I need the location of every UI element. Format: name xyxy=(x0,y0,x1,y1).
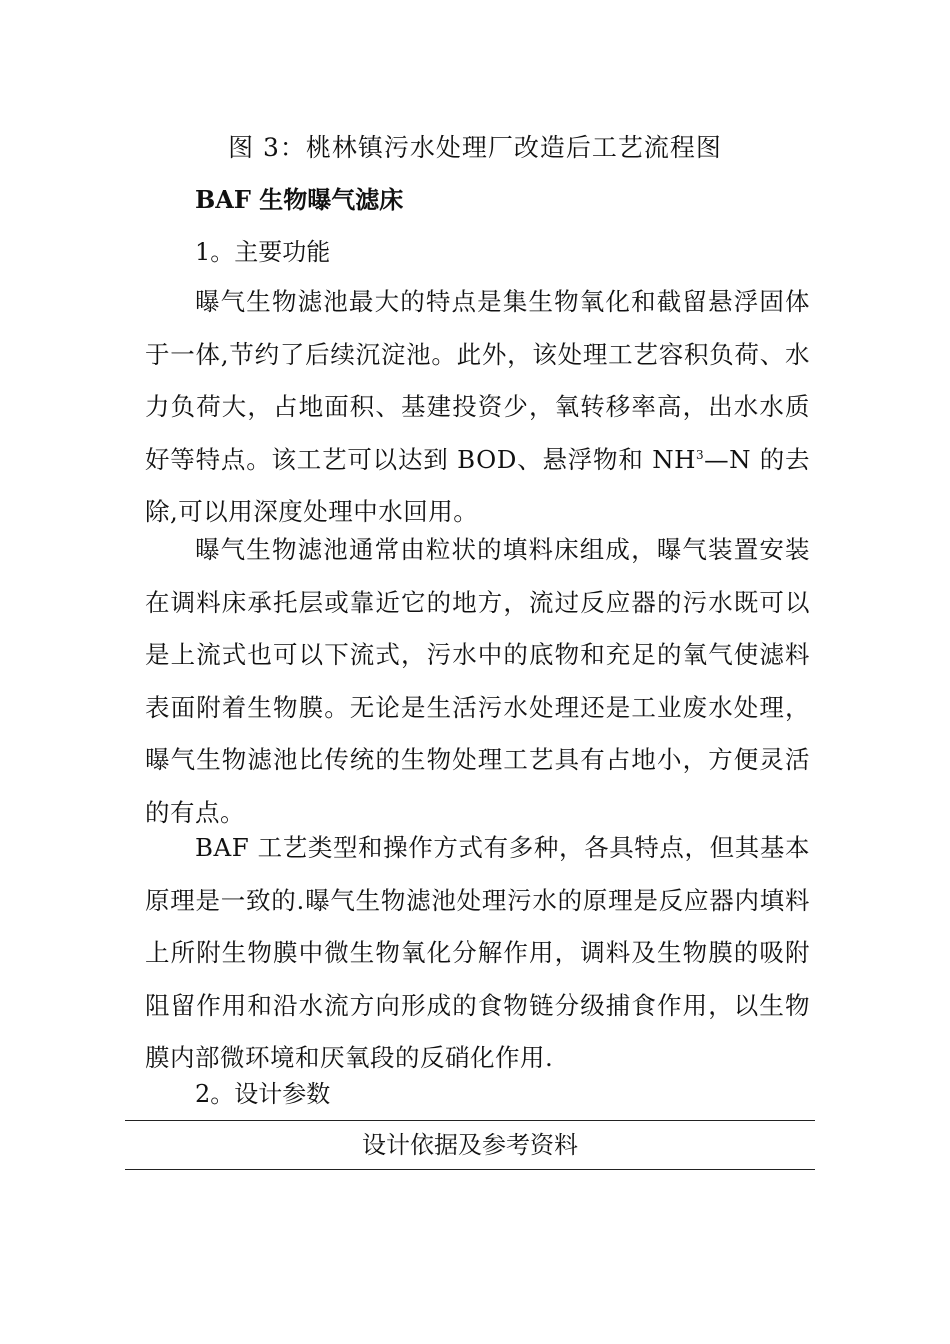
table-header-cell: 设计依据及参考资料 xyxy=(362,1131,578,1159)
paragraph-3: BAF 工艺类型和操作方式有多种，各具特点，但其基本原理是一致的.曝气生物滤池处理污水的原理是反应器内填料上所附生物膜中微生物氧化分解作用，调料及生物膜的吸附阻留作用和沿水流方向形成的食物链分级捕食作用，以生物膜内部微环境和厌氧段的反硝化作用. xyxy=(145,833,810,1072)
figure-caption: 图 3：桃林镇污水处理厂改造后工艺流程图 xyxy=(228,133,722,162)
table-header-rule xyxy=(125,1169,815,1170)
heading-main-functions: 1。主要功能 xyxy=(195,238,331,266)
paragraph-1 xyxy=(145,276,810,539)
table-top-rule xyxy=(125,1120,815,1121)
section-title: BAF 生物曝气滤床 xyxy=(195,185,404,214)
superscript: 3 xyxy=(696,447,705,462)
paragraph-2: 曝气生物滤池通常由粒状的填料床组成，曝气装置安装在调料床承托层或靠近它的地方，流过反应器的污水既可以是上流式也可以下流式，污水中的底物和充足的氧气使滤料表面附着生物膜。无论是生活污水处理还是工业废水处理，曝气生物滤池比传统的生物处理工艺具有占地小，方便灵活的有点。 xyxy=(145,535,810,827)
paragraph-1-text-end: —N 的去除,可以用深度处理中水回用。 xyxy=(145,444,810,526)
heading-design-parameters: 2。设计参数 xyxy=(195,1080,331,1108)
paragraph-1-text: 曝气生物滤池最大的特点是集生物氧化和截留悬浮固体于一体,节约了后续沉淀池。此外，该处理工艺容积负荷、水力负荷大，占地面积、基建投资少，氧转移率高，出水水质好等特点。该工艺可以达到 BOD、悬浮物和 NH xyxy=(145,287,810,474)
